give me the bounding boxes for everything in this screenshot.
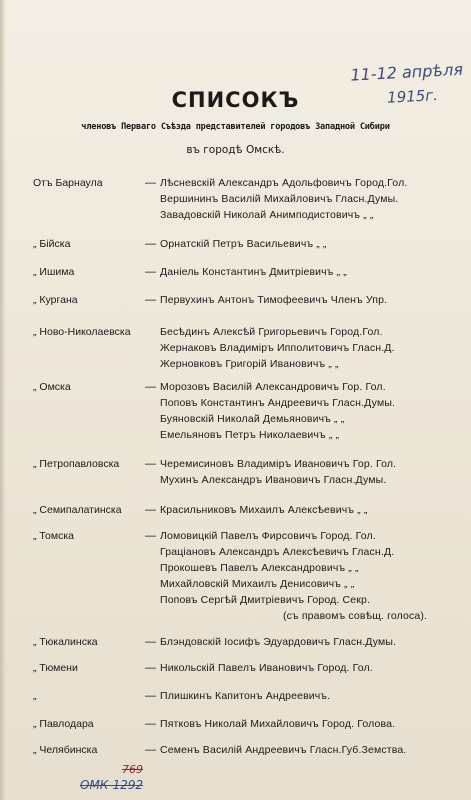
entry-person-line: Черемисиновъ Владиміръ Ивановичъ Гор. Гол. bbox=[160, 458, 397, 470]
entry-person-line: Михайловскій Михаилъ Денисовичъ „ „ bbox=[160, 578, 355, 590]
document-title: СПИСОКЪ bbox=[171, 88, 300, 112]
entry-person-line: Первухинъ Антонъ Тимофеевичъ Членъ Упр. bbox=[160, 294, 388, 306]
entry-city: „ Павлодара bbox=[33, 718, 94, 730]
entry-person-line: Граціановъ Александръ Алексѣевичъ Гласн.Д. bbox=[160, 546, 395, 558]
entry-dash: — bbox=[145, 381, 156, 393]
entry-person-line: Жернаковъ Владиміръ Ипполитовичъ Гласн.Д. bbox=[160, 342, 395, 354]
entry-dash: — bbox=[145, 294, 156, 306]
entry-city: „ Тюмени bbox=[33, 662, 78, 674]
entry-city: „ Петропавловска bbox=[33, 458, 120, 470]
entry-dash: — bbox=[145, 238, 156, 250]
entry-person-line: (съ правомъ совѣщ. голоса). bbox=[283, 610, 428, 622]
archive-old-number: 769 bbox=[122, 763, 143, 776]
entry-person-line: Блэндовскій Іосифъ Эдуардовичъ Гласн.Думы. bbox=[160, 636, 397, 648]
entry-city: Отъ Барнаула bbox=[33, 177, 103, 189]
entry-person-line: Красильниковъ Михаилъ Алексѣевичъ „ „ bbox=[160, 504, 368, 516]
entry-person-line: Семенъ Василій Андреевичъ Гласн.Губ.Земства. bbox=[160, 744, 407, 756]
entry-dash: — bbox=[145, 266, 156, 278]
entry-city: „ Ишима bbox=[33, 266, 75, 278]
entry-person-line: Завадовскій Николай Анимподистовичъ „ „ bbox=[160, 209, 374, 221]
entry-dash: — bbox=[145, 662, 156, 674]
entry-person-line: Никольскій Павелъ Ивановичъ Город. Гол. bbox=[160, 662, 373, 674]
entry-dash: — bbox=[145, 530, 156, 542]
entry-city: „ Кургана bbox=[33, 294, 78, 306]
entry-dash: — bbox=[145, 690, 156, 702]
entry-person-line: Вершининъ Василій Михайловичъ Гласн.Думы. bbox=[160, 193, 399, 205]
entry-person-line: Буяновскій Николай Демьяновичъ „ „ bbox=[160, 413, 345, 425]
entry-person-line: Ломовицкій Павелъ Фирсовичъ Город. Гол. bbox=[160, 530, 376, 542]
entry-city: „ Ново-Николаевска bbox=[33, 326, 131, 338]
entry-city: „ Томска bbox=[33, 530, 74, 542]
entry-dash: — bbox=[145, 458, 156, 470]
entry-city: „ Семипалатинска bbox=[33, 504, 122, 516]
document-subtitle-location: въ городѣ Омскѣ. bbox=[186, 144, 285, 156]
handwritten-date-line2: 1915г. bbox=[386, 86, 439, 107]
document-subtitle: членовъ Перваго Съѣзда представителей городовъ Западной Сибири bbox=[81, 122, 390, 132]
entry-person-line: Даніель Константинъ Дмитріевичъ „ „ bbox=[160, 266, 347, 278]
entry-city: „ Челябинска bbox=[33, 744, 98, 756]
entry-person-line: Пятковъ Николай Михайловичъ Город. Голова. bbox=[160, 718, 396, 730]
entry-dash: — bbox=[145, 718, 156, 730]
entry-person-line: Поповъ Константинъ Андреевичъ Гласн.Думы. bbox=[160, 397, 396, 409]
entry-person-line: Емельяновъ Петръ Николаевичъ „ „ bbox=[160, 429, 340, 441]
entry-city: „ bbox=[33, 690, 37, 702]
entry-person-line: Мухинъ Александръ Ивановичъ Гласн.Думы. bbox=[160, 474, 387, 486]
entry-person-line: Прокошевъ Павелъ Александровичъ „ „ bbox=[160, 562, 359, 574]
handwritten-date-line1: 11-12 апрѣля bbox=[349, 59, 464, 85]
entry-city: „ Бійска bbox=[33, 238, 71, 250]
entry-city: „ Тюкалинска bbox=[33, 636, 98, 648]
entry-person-line: Лѣсневскій Александръ Адольфовичъ Город.Гол. bbox=[160, 177, 408, 189]
entry-dash: — bbox=[145, 744, 156, 756]
entry-person-line: Плишкинъ Капитонъ Андреевичъ. bbox=[160, 690, 331, 702]
archive-code: ОМК-1292 bbox=[80, 778, 144, 792]
entry-person-line: Поповъ Сергѣй Дмитріевичъ Город. Секр. bbox=[160, 594, 371, 606]
entry-city: „ Омска bbox=[33, 381, 71, 393]
entry-person-line: Жерновковъ Григорій Ивановичъ „ „ bbox=[160, 358, 339, 370]
entry-person-line: Бесѣдинъ Алексѣй Григорьевичъ Город.Гол. bbox=[160, 326, 383, 338]
entry-person-line: Орнатскій Петръ Васильевичъ „ „ bbox=[160, 238, 327, 250]
entry-dash: — bbox=[145, 636, 156, 648]
entry-person-line: Морозовъ Василій Александровичъ Гор. Гол. bbox=[160, 381, 386, 393]
entry-dash: — bbox=[145, 177, 156, 189]
entry-dash: — bbox=[145, 504, 156, 516]
archive-mark bbox=[80, 778, 143, 792]
